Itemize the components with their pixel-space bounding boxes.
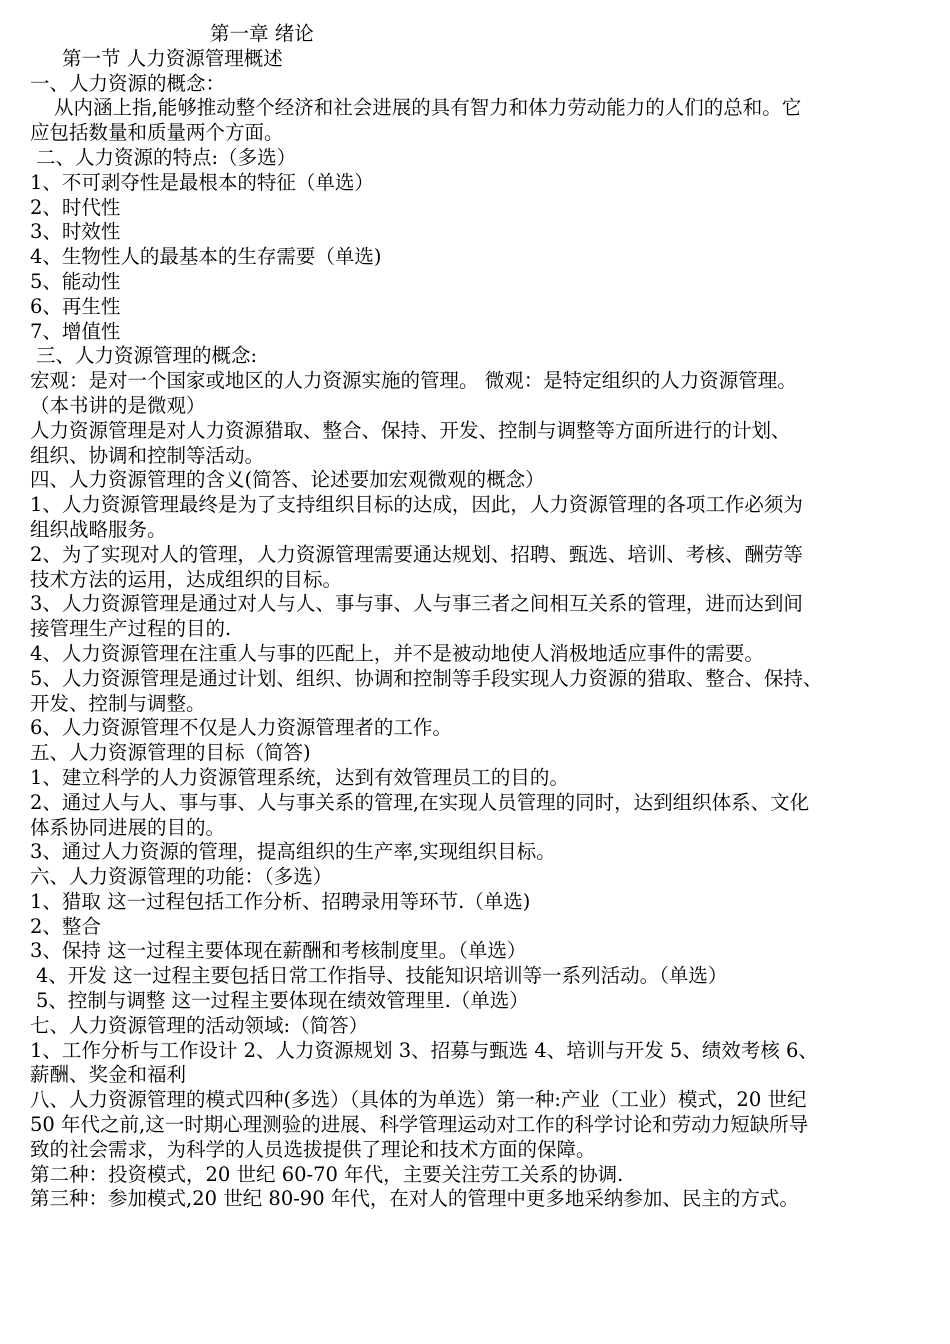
text-line: 1、猎取 这一过程包括工作分析、招聘录用等环节.（单选): [30, 889, 531, 913]
text-line: 组织战略服务。: [30, 517, 167, 541]
text-line: 5、控制与调整 这一过程主要体现在绩效管理里.（单选）: [36, 989, 529, 1013]
text-line: 1、建立科学的人力资源管理系统，达到有效管理员工的目的。: [30, 765, 569, 789]
text-line: （本书讲的是微观）: [30, 393, 206, 417]
text-line: 4、开发 这一过程主要包括日常工作指导、技能知识培训等一系列活动。（单选）: [36, 964, 728, 988]
text-line: 第二种：投资模式，20 世纪 60-70 年代，主要关注劳工关系的协调.: [30, 1162, 624, 1186]
text-line: 组织、协调和控制等活动。: [30, 443, 265, 467]
text-line: 五、人力资源管理的目标（简答): [30, 741, 311, 765]
text-line: 接管理生产过程的目的.: [30, 617, 232, 641]
text-line: 2、通过人与人、事与事、人与事关系的管理,在实现人员管理的同时，达到组织体系、文化: [30, 790, 810, 814]
text-line: 体系协同进展的目的。: [30, 815, 226, 839]
text-line: 七、人力资源管理的活动领域:（简答）: [30, 1013, 369, 1037]
text-line: 技术方法的运用，达成组织的目标。: [30, 567, 343, 591]
text-line: 7、增值性: [30, 319, 121, 343]
text-line: 应包括数量和质量两个方面。: [30, 121, 284, 145]
text-line: 2、整合: [30, 914, 101, 938]
text-line: 人力资源管理是对人力资源猎取、整合、保持、开发、控制与调整等方面所进行的计划、: [30, 418, 791, 442]
text-line: 2、为了实现对人的管理，人力资源管理需要通达规划、招聘、甄选、培训、考核、酬劳等: [30, 542, 803, 566]
text-line: 2、时代性: [30, 195, 121, 219]
text-line: 八、人力资源管理的模式四种(多选）（具体的为单选）第一种:产业（工业）模式，20 世纪: [30, 1088, 807, 1112]
text-line: 1、人力资源管理最终是为了支持组织目标的达成，因此，人力资源管理的各项工作必须为: [30, 493, 803, 517]
text-line: 5、人力资源管理是通过计划、组织、协调和控制等手段实现人力资源的猎取、整合、保持、: [30, 666, 823, 690]
text-line: 致的社会需求，为科学的人员选拔提供了理论和技术方面的保障。: [30, 1137, 596, 1161]
text-line: 开发、控制与调整。: [30, 691, 206, 715]
text-line: 4、人力资源管理在注重人与事的匹配上，并不是被动地使人消极地适应事件的需要。: [30, 641, 764, 665]
text-line: 一、人力资源的概念：: [30, 71, 226, 95]
text-line: 5、能动性: [30, 269, 121, 293]
text-line: 3、通过人力资源的管理，提高组织的生产率,实现组织目标。: [30, 840, 556, 864]
text-line: 3、时效性: [30, 220, 121, 244]
text-line: 三、人力资源管理的概念:: [36, 344, 258, 368]
text-line: 从内涵上指,能够推动整个经济和社会进展的具有智力和体力劳动能力的人们的总和。它: [54, 96, 802, 120]
text-line: 6、再生性: [30, 294, 121, 318]
text-line: 1、工作分析与工作设计 2、人力资源规划 3、招募与甄选 4、培训与开发 5、绩效考核 6、: [30, 1038, 818, 1062]
text-line: 3、保持 这一过程主要体现在薪酬和考核制度里。（单选）: [30, 939, 527, 963]
text-line: 六、人力资源管理的功能：（多选）: [30, 865, 333, 889]
section-title: 第一节 人力资源管理概述: [62, 46, 283, 70]
text-line: 1、不可剥夺性是最根本的特征（单选）: [30, 170, 374, 194]
text-line: 6、人力资源管理不仅是人力资源管理者的工作。: [30, 716, 452, 740]
text-line: 二、人力资源的特点:（多选）: [36, 145, 297, 169]
text-line: 50 年代之前,这一时期心理测验的进展、科学管理运动对工作的科学讨论和劳动力短缺所导: [30, 1113, 809, 1137]
text-line: 薪酬、奖金和福利: [30, 1063, 187, 1087]
text-line: 四、人力资源管理的含义(简答、论述要加宏观微观的概念）: [30, 468, 545, 492]
text-line: 3、人力资源管理是通过对人与人、事与事、人与事三者之间相互关系的管理，进而达到间: [30, 592, 803, 616]
text-line: 4、生物性人的最基本的生存需要（单选): [30, 245, 382, 269]
chapter-title: 第一章 绪论: [210, 22, 314, 45]
text-line: 宏观：是对一个国家或地区的人力资源实施的管理。 微观：是特定组织的人力资源管理。: [30, 369, 797, 393]
text-line: 第三种：参加模式,20 世纪 80-90 年代，在对人的管理中更多地采纳参加、民主的方式。: [30, 1187, 799, 1211]
